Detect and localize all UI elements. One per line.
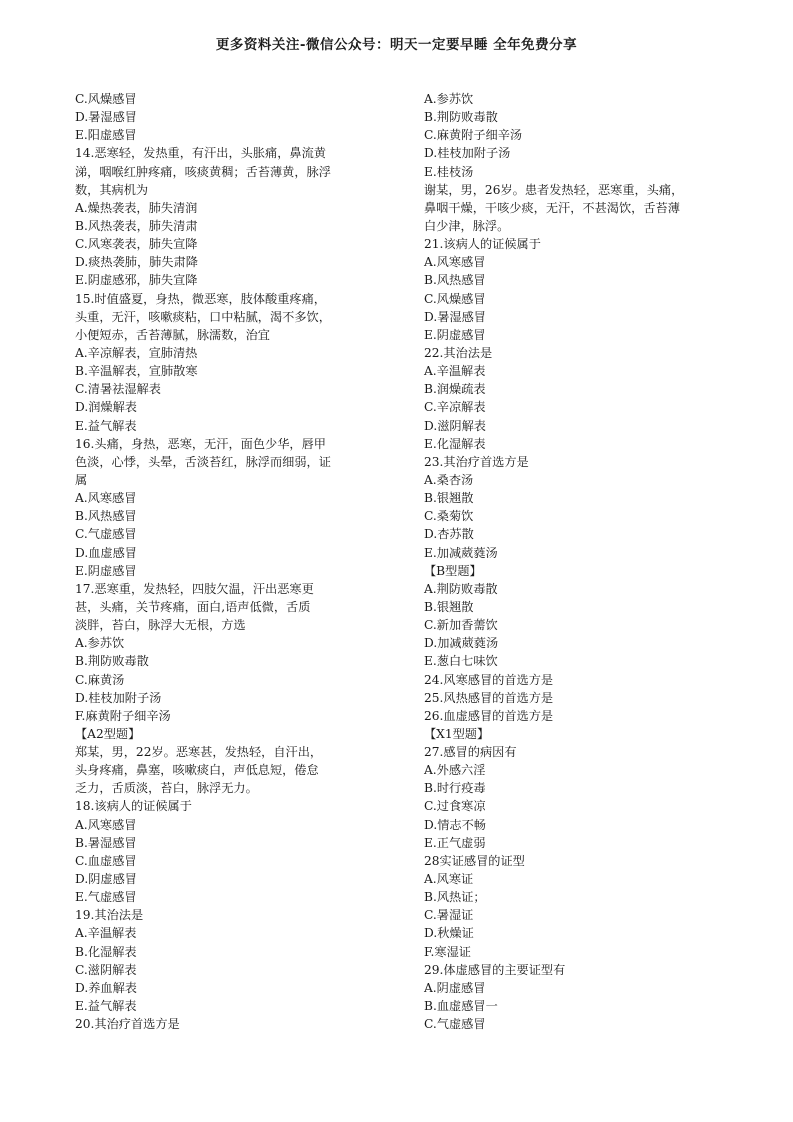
text-line: C.清暑祛湿解表 (75, 382, 161, 397)
text-line: C.暑湿证 (424, 908, 474, 923)
text-line: 19.其治法是 (75, 908, 144, 923)
text-line: E.化湿解表 (424, 436, 486, 451)
text-line: A.荆防败毒散 (424, 581, 498, 596)
text-line: 谢某，男，26岁。患者发热轻，恶寒重，头痛， (424, 182, 684, 197)
text-line: E.加减葳蕤汤 (424, 545, 498, 560)
text-line: A.风寒证 (424, 872, 474, 887)
text-line: A.辛温解表 (424, 364, 486, 379)
text-line: 22.其治法是 (424, 345, 493, 360)
text-line: 20.其治疗首选方是 (75, 1017, 180, 1032)
text-line: D.桂枝加附子汤 (424, 146, 511, 161)
text-line: 17.恶寒重，发热轻，四肢欠温，汗出恶寒更 (75, 581, 314, 596)
text-line: D.滋阴解表 (424, 418, 486, 433)
text-line: 涕，咽喉红肿疼痛，咳痰黄稠；舌苔薄黄，脉浮 (75, 164, 331, 179)
text-line: C.血虚感冒 (75, 853, 137, 868)
text-line: C.气虚感冒 (424, 1017, 486, 1032)
text-line: B.银翘散 (424, 599, 474, 614)
text-line: 26.血虚感冒的首选方是 (424, 708, 554, 723)
text-line: 【X1型题】 (424, 726, 490, 741)
text-line: A.风寒感冒 (424, 255, 486, 270)
text-line: 18.该病人的证候属于 (75, 799, 192, 814)
text-line: E.葱白七味饮 (424, 654, 498, 669)
text-line: D.加减葳蕤汤 (424, 636, 499, 651)
text-line: C.风燥感冒 (75, 92, 137, 106)
text-line: E.阴虚感冒 (424, 327, 486, 342)
text-line: C.过食寒凉 (424, 799, 486, 814)
text-line: B.血虚感冒一 (424, 999, 498, 1014)
text-line: 【B型题】 (424, 563, 482, 578)
text-line: 14.恶寒轻，发热重，有汗出，头胀痛，鼻流黄 (75, 146, 326, 161)
text-line: B.风热感冒 (424, 273, 486, 288)
text-line: B.荆防败毒散 (424, 110, 498, 125)
text-line: A.外感六淫 (424, 763, 486, 778)
text-line: B.化湿解表 (75, 944, 137, 959)
text-line: 甚，头痛，关节疼痛，面白,语声低微，舌质 (75, 599, 311, 614)
text-line: C.滋阴解表 (75, 962, 137, 977)
text-line: D.润燥解表 (75, 400, 137, 415)
text-line: 27.感冒的病因有 (424, 745, 517, 760)
text-line: C.辛凉解表 (424, 400, 486, 415)
text-line: 小便短赤，舌苔薄腻，脉濡数，治宜 (75, 327, 270, 342)
text-line: 23.其治疗首选方是 (424, 454, 529, 469)
text-line: 鼻咽干燥，干咳少痰，无汗，不甚渴饮，舌苔薄 (424, 200, 680, 215)
text-line: E.阳虚感冒 (75, 128, 137, 143)
text-line: D.暑湿感冒 (75, 110, 137, 125)
text-line: A.辛凉解表，宣肺清热 (75, 345, 198, 360)
text-line: C.气虚感冒 (75, 527, 137, 542)
text-line: 属 (75, 472, 88, 487)
text-line: E.阴虚感冒 (75, 563, 137, 578)
text-line: D.血虚感冒 (75, 545, 137, 560)
left-column (75, 90, 375, 1033)
text-line: 15.时值盛夏，身热，微恶寒，肢体酸重疼痛， (75, 291, 326, 306)
text-line: A.风寒感冒 (75, 817, 137, 832)
text-line: A.风寒感冒 (75, 491, 137, 506)
text-line: A.阴虚感冒 (424, 980, 486, 995)
text-line: E.桂枝汤 (424, 164, 474, 179)
text-line: A.参苏饮 (75, 636, 125, 651)
text-line: 色淡，心悸，头晕，舌淡苔红，脉浮而细弱，证 (75, 454, 331, 469)
text-line: 淡胖，苔白，脉浮大无根，方选 (75, 618, 246, 633)
text-line: D.桂枝加附子汤 (75, 690, 162, 705)
text-line: C.麻黄附子细辛汤 (424, 128, 523, 143)
text-line: B.银翘散 (424, 491, 474, 506)
text-line: C.桑菊饮 (424, 509, 474, 524)
text-line: F.麻黄附子细辛汤 (75, 708, 171, 723)
text-line: 数，其病机为 (75, 182, 149, 197)
text-line: D.情志不畅 (424, 817, 486, 832)
text-line: F.寒湿证 (424, 944, 471, 959)
text-line: C.麻黄汤 (75, 672, 125, 687)
text-line: 29.体虚感冒的主要证型有 (424, 962, 566, 977)
text-line: B.风热感冒 (75, 509, 137, 524)
text-line: 头重，无汗，咳嗽痰粘，口中粘腻，渴不多饮， (75, 309, 331, 324)
text-line: 24.风寒感冒的首选方是 (424, 672, 554, 687)
text-line: 25.风热感冒的首选方是 (424, 690, 554, 705)
text-line: D.养血解表 (75, 980, 137, 995)
text-line: E.益气解表 (75, 999, 137, 1014)
text-line: B.风热证； (424, 890, 486, 905)
text-line: A.燥热袭表，肺失清润 (75, 200, 198, 215)
text-line: B.荆防败毒散 (75, 654, 149, 669)
text-line: 白少津，脉浮。 (424, 218, 510, 233)
text-line: D.痰热袭肺，肺失肃降 (75, 255, 198, 270)
text-line: E.阴虚感邪，肺失宣降 (75, 273, 198, 288)
text-line: D.阴虚感冒 (75, 872, 137, 887)
text-line: D.杏苏散 (424, 527, 474, 542)
text-line: B.时行疫毒 (424, 781, 486, 796)
text-line: C.风寒袭表，肺失宣降 (75, 237, 198, 252)
text-line: B.辛温解表，宣肺散寒 (75, 364, 198, 379)
page-header: 更多资料关注-微信公众号：明天一定要早睡 全年免费分享 (215, 37, 578, 53)
text-line: 郑某，男，22岁。恶寒甚，发热轻，自汗出， (75, 745, 323, 760)
text-line: C.新加香薷饮 (424, 618, 498, 633)
text-line: E.正气虚弱 (424, 835, 486, 850)
text-line: 头身疼痛，鼻塞，咳嗽痰白，声低息短，倦怠 (75, 763, 319, 778)
text-line: 乏力，舌质淡，苔白，脉浮无力。 (75, 781, 258, 796)
text-line: A.参苏饮 (424, 92, 474, 106)
text-line: 21.该病人的证候属于 (424, 237, 541, 252)
text-line: 28实证感冒的证型 (424, 853, 525, 868)
text-line: 【A2型题】 (75, 726, 141, 741)
text-line: D.秋燥证 (424, 926, 474, 941)
right-column (424, 90, 724, 1033)
text-line: B.润燥疏表 (424, 382, 486, 397)
text-line: D.暑湿感冒 (424, 309, 486, 324)
text-line: A.辛温解表 (75, 926, 137, 941)
text-line: B.暑湿感冒 (75, 835, 137, 850)
text-line: B.风热袭表，肺失清肃 (75, 218, 198, 233)
text-line: E.气虚感冒 (75, 890, 137, 905)
text-line: C.风燥感冒 (424, 291, 486, 306)
text-line: A.桑杏汤 (424, 472, 474, 487)
text-line: 16.头痛，身热，恶寒，无汗，面色少华，唇甲 (75, 436, 326, 451)
text-line: E.益气解表 (75, 418, 137, 433)
